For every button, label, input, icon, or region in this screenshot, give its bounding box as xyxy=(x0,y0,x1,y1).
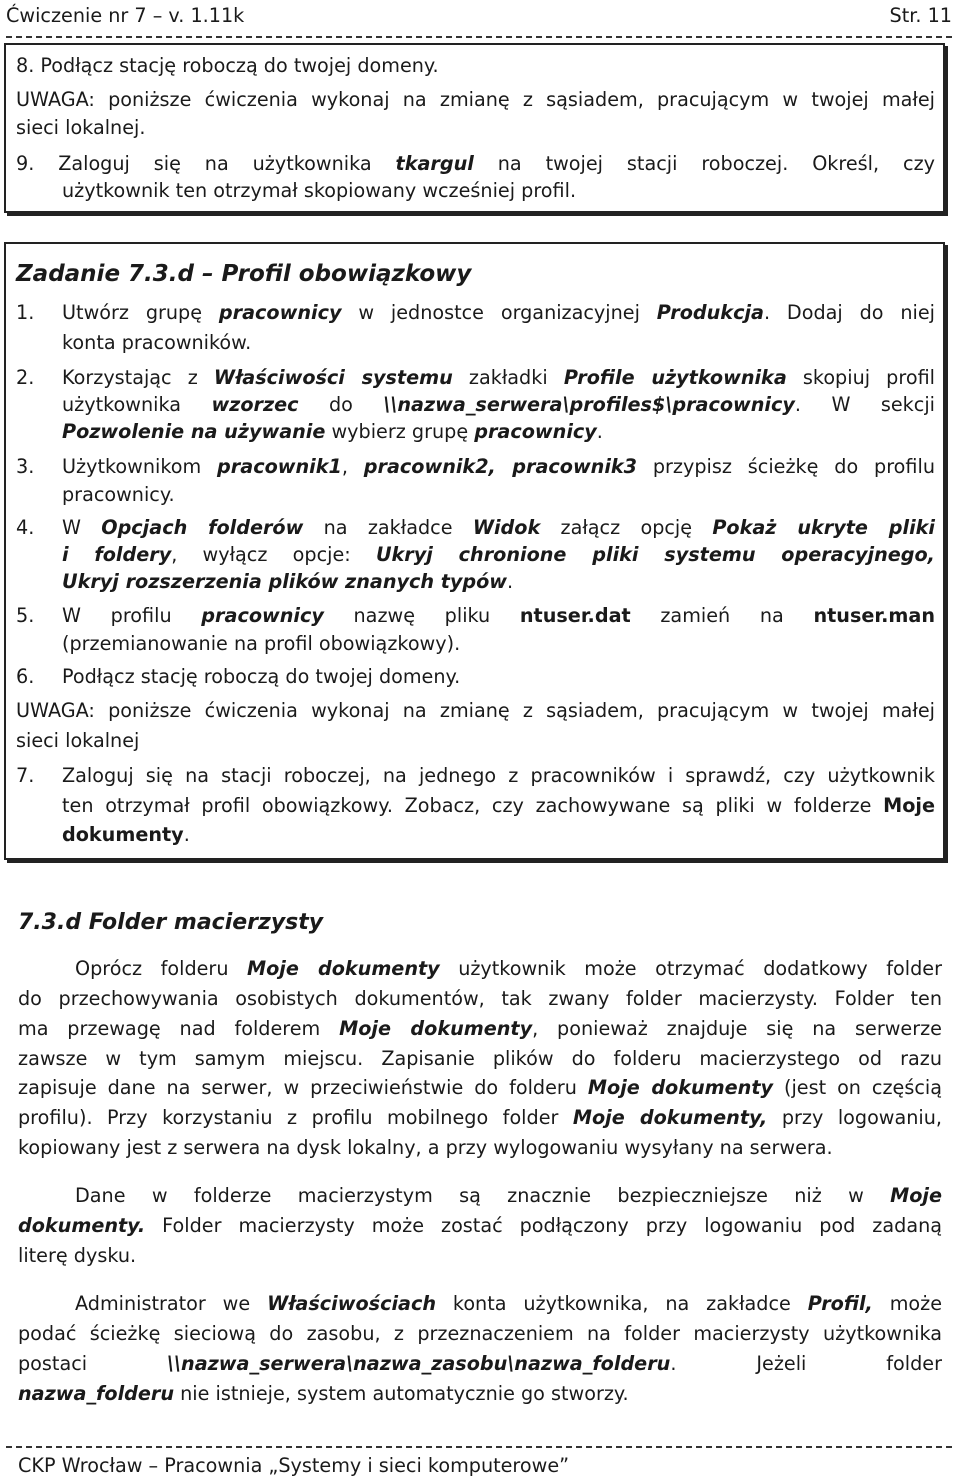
note-line-1: UWAGA: poniższe ćwiczenia wykonaj na zmianę z sąsiadem, pracującym w twojej małej xyxy=(16,88,935,111)
step-4-cont: Ukryj rozszerzenia plików znanych typów. xyxy=(62,570,514,593)
header-title: Ćwiczenie nr 7 – v. 1.11k xyxy=(6,4,245,27)
note-line-2: sieci lokalnej. xyxy=(16,116,146,139)
step-number: 3. xyxy=(16,455,35,478)
paragraph-line: ma przewagę nad folderem Moje dokumenty, ponieważ znajduje się na serwerze xyxy=(18,1017,942,1040)
page-header xyxy=(6,2,952,36)
paragraph-line: profilu). Przy korzystaniu z profilu mobilnego folder Moje dokumenty, przy logowaniu, xyxy=(18,1106,943,1129)
paragraph-line: zawsze w tym samym miejscu. Zapisanie plików do folderu macierzystego od razu xyxy=(18,1047,942,1070)
paragraph-line: kopiowany jest z serwera na dysk lokalny, a przy wylogowaniu wysyłany na serwera. xyxy=(18,1136,833,1159)
step-number: 6. xyxy=(16,665,35,688)
step-4: W Opcjach folderów na zakładce Widok załącz opcję Pokaż ukryte pliki xyxy=(62,516,936,539)
step-3-cont: pracownicy. xyxy=(62,483,175,506)
task-title: Zadanie 7.3.d – Profil obowiązkowy xyxy=(16,261,472,287)
page-footer: CKP Wrocław – Pracownia „Systemy i sieci komputerowe” xyxy=(18,1454,570,1477)
paragraph-line: nazwa_folderu nie istnieje, system automatycznie go stworzy. xyxy=(18,1382,629,1405)
note-line-1: UWAGA: poniższe ćwiczenia wykonaj na zmianę z sąsiadem, pracującym w twojej małej xyxy=(16,699,935,722)
step-number: 2. xyxy=(16,366,35,389)
header-divider xyxy=(6,36,952,38)
step-number: 1. xyxy=(16,301,35,324)
footer-divider xyxy=(6,1446,952,1448)
paragraph-line: literę dysku. xyxy=(18,1244,137,1267)
exercise-box-1 xyxy=(4,43,945,213)
paragraph-line: podać ścieżkę sieciową do zasobu, z przeznaczeniem na folder macierzysty użytkownika xyxy=(18,1322,942,1345)
paragraph-line: Oprócz folderu Moje dokumenty użytkownik może otrzymać dodatkowy folder xyxy=(75,957,943,980)
step-8: 8. Podłącz stację roboczą do twojej domeny. xyxy=(16,54,439,77)
step-9: 9. Zaloguj się na użytkownika tkargul na twojej stacji roboczej. Określ, czy xyxy=(16,152,935,175)
step-5-cont: (przemianowanie na profil obowiązkowy). xyxy=(62,632,461,655)
paragraph-line: Dane w folderze macierzystym są znacznie bezpieczniejsze niż w Moje xyxy=(75,1184,942,1207)
section-title: 7.3.d Folder macierzysty xyxy=(18,910,324,935)
step-7: Zaloguj się na stacji roboczej, na jednego z pracowników i sprawdź, czy użytkownik xyxy=(62,764,935,787)
step-9-cont: użytkownik ten otrzymał skopiowany wcześniej profil. xyxy=(62,179,577,202)
step-1: Utwórz grupę pracownicy w jednostce organizacyjnej Produkcja. Dodaj do niej xyxy=(62,301,935,324)
step-5: W profilu pracownicy nazwę pliku ntuser.dat zamień na ntuser.man xyxy=(62,604,935,627)
note-line-2: sieci lokalnej xyxy=(16,729,140,752)
step-6: Podłącz stację roboczą do twojej domeny. xyxy=(62,665,461,688)
paragraph-line: zapisuje dane na serwer, w przeciwieństwie do folderu Moje dokumenty (jest on częścią xyxy=(18,1076,942,1099)
step-4-cont: i foldery, wyłącz opcje: Ukryj chronione pliki systemu operacyjnego, xyxy=(62,543,935,566)
step-1-cont: konta pracowników. xyxy=(62,331,252,354)
paragraph-line: postaci \\nazwa_serwera\nazwa_zasobu\nazwa_folderu. Jeżeli folder xyxy=(18,1352,942,1375)
step-number: 4. xyxy=(16,516,35,539)
paragraph-line: Administrator we Właściwościach konta użytkownika, na zakładce Profil, może xyxy=(75,1292,942,1315)
step-number: 7. xyxy=(16,764,35,787)
paragraph-line: dokumenty. Folder macierzysty może zostać podłączony przy logowaniu pod zadaną xyxy=(18,1214,942,1237)
step-2-cont: Pozwolenie na używanie wybierz grupę pracownicy. xyxy=(62,420,603,443)
paragraph-line: do przechowywania osobistych dokumentów, tak zwany folder macierzysty. Folder ten xyxy=(18,987,942,1010)
step-number: 5. xyxy=(16,604,35,627)
page-number: Str. 11 xyxy=(889,4,952,27)
exercise-box-2 xyxy=(4,242,945,860)
step-2: Korzystając z Właściwości systemu zakładki Profile użytkownika skopiuj profil xyxy=(62,366,935,389)
step-7-cont: ten otrzymał profil obowiązkowy. Zobacz, czy zachowywane są pliki w folderze Moje xyxy=(62,794,935,817)
step-2-cont: użytkownika wzorzec do \\nazwa_serwera\profiles$\pracownicy. W sekcji xyxy=(62,393,935,416)
step-7-cont: dokumenty. xyxy=(62,823,190,846)
step-3: Użytkownikom pracownik1, pracownik2, pracownik3 przypisz ścieżkę do profilu xyxy=(62,455,935,478)
